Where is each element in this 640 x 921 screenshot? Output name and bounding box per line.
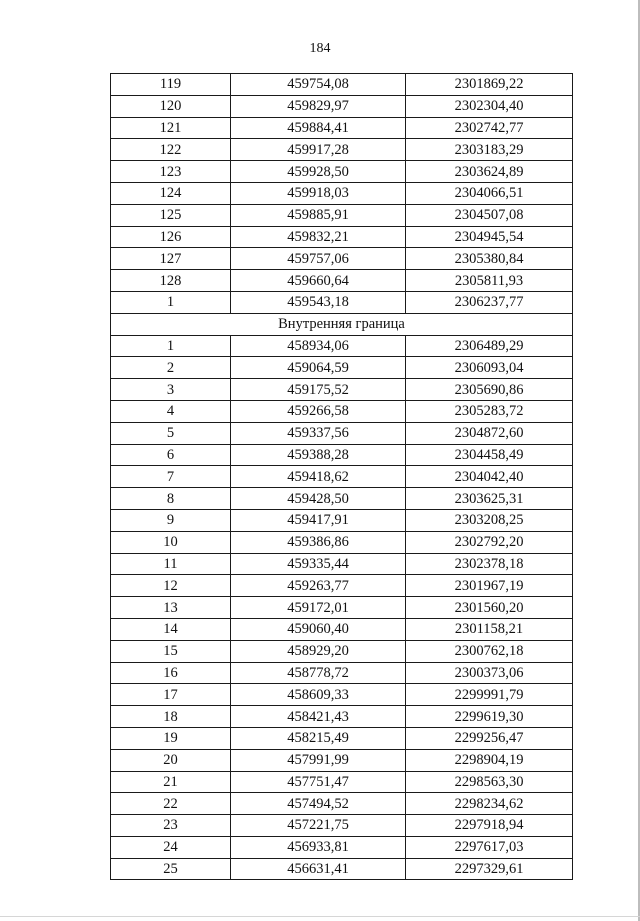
- table-row: [111, 727, 573, 749]
- rows-part2: [111, 335, 573, 880]
- point-number-cell: 124: [111, 182, 231, 204]
- x-coordinate-cell: 458778,72: [231, 662, 406, 684]
- x-coordinate-cell: 459388,28: [231, 444, 406, 466]
- x-coordinate-cell: 458929,20: [231, 640, 406, 662]
- page-number: 184: [309, 41, 331, 56]
- y-coordinate-cell: 2303183,29: [406, 139, 573, 161]
- x-coordinate-cell: 456933,81: [231, 836, 406, 858]
- point-number-cell: 122: [111, 139, 231, 161]
- y-coordinate-cell: 2305811,93: [406, 270, 573, 292]
- x-coordinate-cell: 458215,49: [231, 727, 406, 749]
- x-coordinate-cell: 456631,41: [231, 858, 406, 880]
- table-row: [111, 793, 573, 815]
- section-header-group: [111, 313, 573, 335]
- y-coordinate-cell: 2301560,20: [406, 597, 573, 619]
- y-coordinate-cell: 2304458,49: [406, 444, 573, 466]
- point-number-cell: 21: [111, 771, 231, 793]
- y-coordinate-cell: 2297617,03: [406, 836, 573, 858]
- x-coordinate-cell: 459172,01: [231, 597, 406, 619]
- y-coordinate-cell: 2299619,30: [406, 706, 573, 728]
- x-coordinate-cell: 459543,18: [231, 291, 406, 313]
- y-coordinate-cell: 2297918,94: [406, 815, 573, 837]
- y-coordinate-cell: 2304507,08: [406, 204, 573, 226]
- y-coordinate-cell: 2306093,04: [406, 357, 573, 379]
- table-row: [111, 662, 573, 684]
- x-coordinate-cell: 457991,99: [231, 749, 406, 771]
- y-coordinate-cell: 2302304,40: [406, 95, 573, 117]
- x-coordinate-cell: 459060,40: [231, 618, 406, 640]
- y-coordinate-cell: 2298563,30: [406, 771, 573, 793]
- x-coordinate-cell: 459917,28: [231, 139, 406, 161]
- x-coordinate-cell: 459337,56: [231, 422, 406, 444]
- x-coordinate-cell: 459263,77: [231, 575, 406, 597]
- y-coordinate-cell: 2297329,61: [406, 858, 573, 880]
- y-coordinate-cell: 2303624,89: [406, 161, 573, 183]
- table-row: [111, 771, 573, 793]
- table-row: [111, 488, 573, 510]
- y-coordinate-cell: 2302742,77: [406, 117, 573, 139]
- point-number-cell: 3: [111, 379, 231, 401]
- x-coordinate-cell: 459428,50: [231, 488, 406, 510]
- point-number-cell: 17: [111, 684, 231, 706]
- point-number-cell: 19: [111, 727, 231, 749]
- x-coordinate-cell: 459175,52: [231, 379, 406, 401]
- y-coordinate-cell: 2306489,29: [406, 335, 573, 357]
- table-row: [111, 335, 573, 357]
- table-row: [111, 95, 573, 117]
- point-number-cell: 126: [111, 226, 231, 248]
- point-number-cell: 10: [111, 531, 231, 553]
- point-number-cell: 9: [111, 509, 231, 531]
- point-number-cell: 16: [111, 662, 231, 684]
- section-title: Внутренняя граница: [111, 313, 573, 335]
- table-row: [111, 684, 573, 706]
- table-row: [111, 74, 573, 96]
- point-number-cell: 2: [111, 357, 231, 379]
- table-row: [111, 226, 573, 248]
- y-coordinate-cell: 2299991,79: [406, 684, 573, 706]
- y-coordinate-cell: 2301967,19: [406, 575, 573, 597]
- y-coordinate-cell: 2302378,18: [406, 553, 573, 575]
- x-coordinate-cell: 459417,91: [231, 509, 406, 531]
- x-coordinate-cell: 459885,91: [231, 204, 406, 226]
- x-coordinate-cell: 459832,21: [231, 226, 406, 248]
- x-coordinate-cell: 457494,52: [231, 793, 406, 815]
- table-row: [111, 270, 573, 292]
- x-coordinate-cell: 459660,64: [231, 270, 406, 292]
- point-number-cell: 8: [111, 488, 231, 510]
- y-coordinate-cell: 2305380,84: [406, 248, 573, 270]
- x-coordinate-cell: 459335,44: [231, 553, 406, 575]
- point-number-cell: 13: [111, 597, 231, 619]
- y-coordinate-cell: 2302792,20: [406, 531, 573, 553]
- x-coordinate-cell: 459928,50: [231, 161, 406, 183]
- x-coordinate-cell: 459386,86: [231, 531, 406, 553]
- point-number-cell: 7: [111, 466, 231, 488]
- table-row: [111, 291, 573, 313]
- table-row: [111, 161, 573, 183]
- table-row: [111, 553, 573, 575]
- point-number-cell: 25: [111, 858, 231, 880]
- point-number-cell: 23: [111, 815, 231, 837]
- table-row: [111, 466, 573, 488]
- point-number-cell: 20: [111, 749, 231, 771]
- y-coordinate-cell: 2303625,31: [406, 488, 573, 510]
- table-row: [111, 815, 573, 837]
- point-number-cell: 18: [111, 706, 231, 728]
- x-coordinate-cell: 459266,58: [231, 400, 406, 422]
- point-number-cell: 11: [111, 553, 231, 575]
- table-row: [111, 618, 573, 640]
- x-coordinate-cell: 459829,97: [231, 95, 406, 117]
- point-number-cell: 1: [111, 291, 231, 313]
- x-coordinate-cell: 459754,08: [231, 74, 406, 96]
- x-coordinate-cell: 459884,41: [231, 117, 406, 139]
- table-row: [111, 248, 573, 270]
- y-coordinate-cell: 2304042,40: [406, 466, 573, 488]
- table-row: [111, 531, 573, 553]
- table-row: [111, 400, 573, 422]
- point-number-cell: 1: [111, 335, 231, 357]
- x-coordinate-cell: 459757,06: [231, 248, 406, 270]
- x-coordinate-cell: 459918,03: [231, 182, 406, 204]
- point-number-cell: 12: [111, 575, 231, 597]
- point-number-cell: 22: [111, 793, 231, 815]
- table-row: [111, 706, 573, 728]
- section-row: [111, 313, 573, 335]
- x-coordinate-cell: 459064,59: [231, 357, 406, 379]
- point-number-cell: 5: [111, 422, 231, 444]
- table-row: [111, 640, 573, 662]
- x-coordinate-cell: 458421,43: [231, 706, 406, 728]
- table-row: [111, 749, 573, 771]
- point-number-cell: 128: [111, 270, 231, 292]
- x-coordinate-cell: 459418,62: [231, 466, 406, 488]
- y-coordinate-cell: 2304066,51: [406, 182, 573, 204]
- y-coordinate-cell: 2301869,22: [406, 74, 573, 96]
- table-row: [111, 204, 573, 226]
- scan-bottom-edge: [0, 916, 640, 917]
- table-row: [111, 836, 573, 858]
- y-coordinate-cell: 2301158,21: [406, 618, 573, 640]
- table-row: [111, 117, 573, 139]
- table-row: [111, 597, 573, 619]
- y-coordinate-cell: 2299256,47: [406, 727, 573, 749]
- table-row: [111, 182, 573, 204]
- table-row: [111, 858, 573, 880]
- point-number-cell: 125: [111, 204, 231, 226]
- point-number-cell: 127: [111, 248, 231, 270]
- table-row: [111, 139, 573, 161]
- y-coordinate-cell: 2305690,86: [406, 379, 573, 401]
- y-coordinate-cell: 2304945,54: [406, 226, 573, 248]
- point-number-cell: 120: [111, 95, 231, 117]
- table-row: [111, 422, 573, 444]
- y-coordinate-cell: 2305283,72: [406, 400, 573, 422]
- y-coordinate-cell: 2298234,62: [406, 793, 573, 815]
- y-coordinate-cell: 2300762,18: [406, 640, 573, 662]
- table-row: [111, 379, 573, 401]
- y-coordinate-cell: 2298904,19: [406, 749, 573, 771]
- x-coordinate-cell: 457221,75: [231, 815, 406, 837]
- table-row: [111, 509, 573, 531]
- point-number-cell: 121: [111, 117, 231, 139]
- y-coordinate-cell: 2304872,60: [406, 422, 573, 444]
- coordinates-table: [110, 73, 573, 880]
- rows-part1: [111, 74, 573, 314]
- point-number-cell: 119: [111, 74, 231, 96]
- point-number-cell: 14: [111, 618, 231, 640]
- table-row: [111, 444, 573, 466]
- x-coordinate-cell: 458934,06: [231, 335, 406, 357]
- point-number-cell: 6: [111, 444, 231, 466]
- x-coordinate-cell: 458609,33: [231, 684, 406, 706]
- point-number-cell: 15: [111, 640, 231, 662]
- x-coordinate-cell: 457751,47: [231, 771, 406, 793]
- point-number-cell: 24: [111, 836, 231, 858]
- point-number-cell: 4: [111, 400, 231, 422]
- y-coordinate-cell: 2300373,06: [406, 662, 573, 684]
- point-number-cell: 123: [111, 161, 231, 183]
- table-row: [111, 357, 573, 379]
- table-row: [111, 575, 573, 597]
- y-coordinate-cell: 2306237,77: [406, 291, 573, 313]
- y-coordinate-cell: 2303208,25: [406, 509, 573, 531]
